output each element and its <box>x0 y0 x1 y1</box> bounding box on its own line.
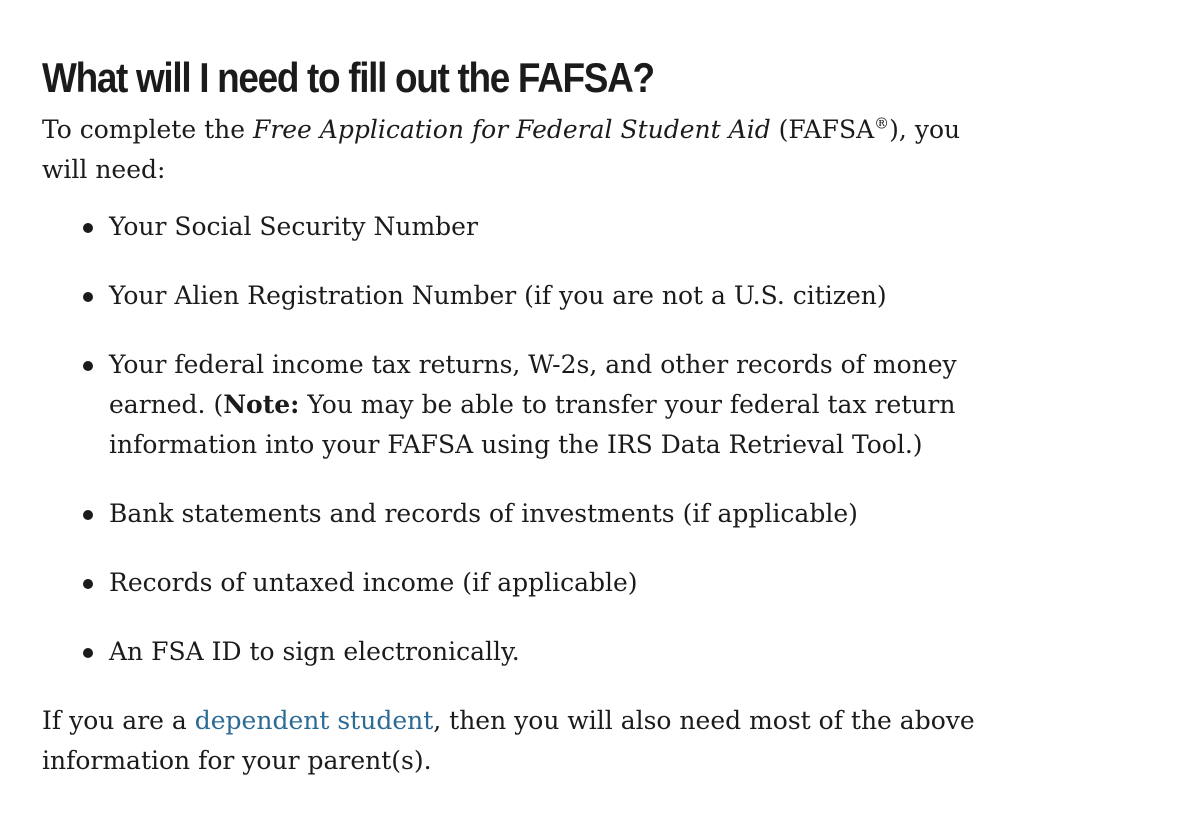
list-item-text: Records of untaxed income (if applicable) <box>109 568 638 597</box>
bullet-icon <box>83 223 93 233</box>
intro-text-start: To complete the <box>42 115 253 144</box>
bullet-icon <box>83 510 93 520</box>
list-item-text: Your federal income tax returns, W-2s, and other records of money earned. ( <box>109 350 957 419</box>
list-item <box>42 632 979 672</box>
requirements-list <box>42 207 992 672</box>
list-item <box>42 345 979 465</box>
registered-mark: ® <box>874 114 890 133</box>
list-item <box>42 276 979 316</box>
intro-paragraph <box>42 110 972 190</box>
page-title: What will I need to fill out the FAFSA? <box>42 54 654 101</box>
dependent-student-link[interactable]: dependent student <box>194 706 434 735</box>
dependent-student-paragraph <box>42 701 992 781</box>
footer-text-start: If you are a <box>42 706 195 735</box>
intro-text-middle: (FAFSA <box>770 115 875 144</box>
list-item <box>42 563 979 603</box>
list-item-text: Bank statements and records of investments (if applicable) <box>109 499 858 528</box>
list-item <box>42 207 979 247</box>
list-item <box>42 494 979 534</box>
bullet-icon <box>83 579 93 589</box>
fafsa-requirements-section <box>42 48 992 781</box>
intro-text-end: ), you will need: <box>42 115 961 184</box>
bullet-icon <box>83 292 93 302</box>
list-item-text-continued: You may be able to transfer your federal tax return information into your FAFSA using the IRS Data Retrieval Tool.) <box>109 390 956 459</box>
footer-text-end: , then you will also need most of the above information for your parent(s). <box>42 706 975 775</box>
form-name: Free Application for Federal Student Aid <box>252 115 771 144</box>
list-item-text: Your Alien Registration Number (if you are not a U.S. citizen) <box>109 281 887 310</box>
bullet-icon <box>83 361 93 371</box>
bullet-icon <box>83 648 93 658</box>
list-item-text: An FSA ID to sign electronically. <box>109 637 520 666</box>
note-label: Note: <box>223 390 300 419</box>
list-item-text: Your Social Security Number <box>109 212 478 241</box>
